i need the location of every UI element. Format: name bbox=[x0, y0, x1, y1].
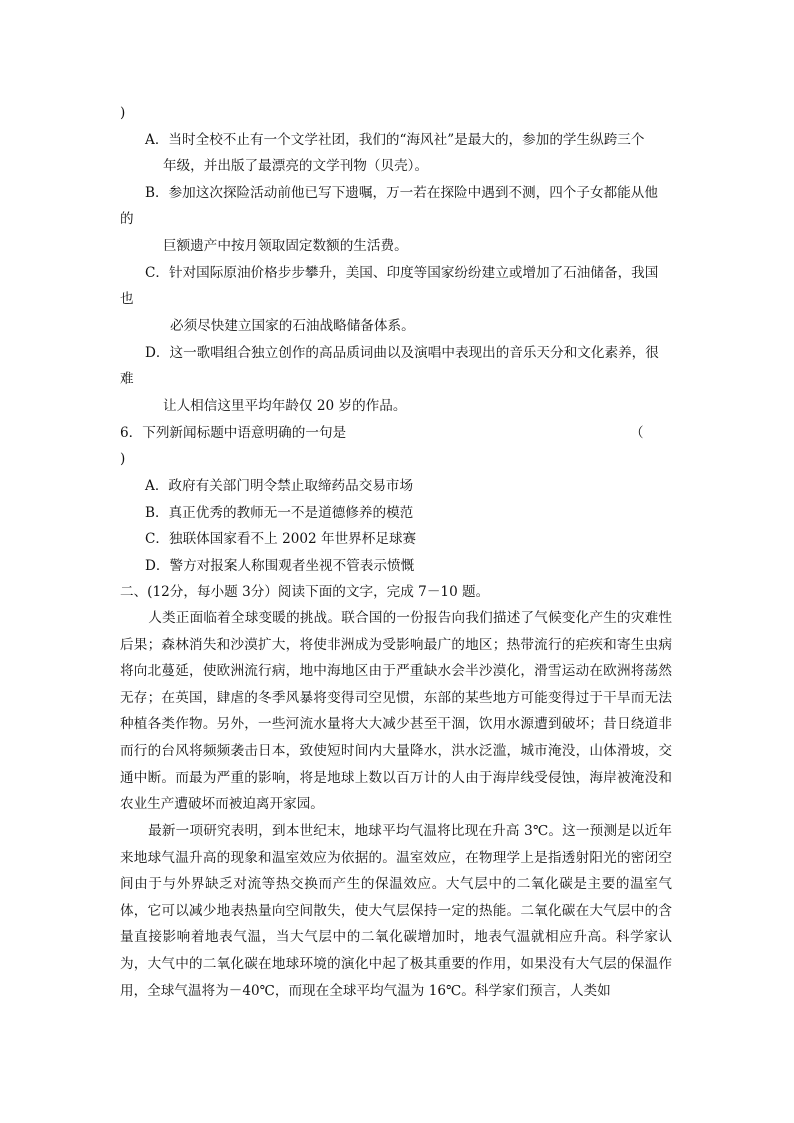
q5-option-d-line2: 让人相信这里平均年龄仅 20 岁的作品。 bbox=[163, 398, 407, 414]
q5-option-b-wrap: 的 bbox=[120, 211, 134, 227]
q6-paren-close: ) bbox=[120, 451, 126, 467]
q6-option-a: A．政府有关部门明令禁止取缔药品交易市场 bbox=[145, 478, 414, 494]
q5-option-c-line1: C．针对国际原油价格步步攀升，美国、印度等国家纷纷建立或增加了石油储备，我国 bbox=[145, 265, 659, 281]
q6-option-b: B．真正优秀的教师无一不是道德修养的模范 bbox=[145, 505, 414, 521]
section2-paragraph-2 bbox=[120, 818, 672, 1004]
q5-option-b-line2: 巨额遗产中按月领取固定数额的生活费。 bbox=[163, 238, 408, 254]
q5-option-c-wrap: 也 bbox=[120, 291, 134, 307]
q6-paren-open: （ bbox=[630, 425, 644, 441]
q6-stem: 6．下列新闻标题中语意明确的一句是 bbox=[120, 425, 347, 441]
q6-option-c: C．独联体国家看不上 2002 年世界杯足球赛 bbox=[145, 531, 417, 547]
section2-heading: 二、(12分，每小题 3分）阅读下面的文字，完成 7－10 题。 bbox=[120, 584, 490, 600]
paragraph-1-text: 人类正面临着全球变暖的挑战。联合国的一份报告向我们描述了气候变化产生的灾难性后果；森林消失和沙漠扩大，将使非洲成为受影响最广的地区；热带流行的疟疾和寄生虫病将向北蔓延，使欧洲流行病，地中海地区由于严重缺水会半沙漠化，滑雪运动在欧洲将荡然无存；在英国，肆虐的冬季风暴将变得司空见惯，东部的某些地方可能变得过于干旱而无法种植各类作物。另外，一些河流水量将大大减少甚至干涸，饮用水源遭到破坏；昔日绕道非而行的台风将频频袭击日本，致使短时间内大量降水，洪水泛滥，城市淹没，山体滑坡，交通中断。而最为严重的影响，将是地球上数以百万计的人由于海岸线受侵蚀，海岸被淹没和农业生产遭破坏而被迫离开家园。 bbox=[120, 610, 672, 813]
q5-option-a-line1: A．当时全校不止有一个文学社团，我们的“海风社”是最大的，参加的学生纵跨三个 bbox=[145, 132, 645, 148]
q5-option-d-line1: D．这一歌唱组合独立创作的高品质词曲以及演唱中表现出的音乐天分和文化素养，很 bbox=[145, 345, 659, 361]
q5-paren-close: ) bbox=[120, 105, 126, 121]
q6-option-d: D．警方对报案人称围观者坐视不管表示愤慨 bbox=[145, 558, 415, 574]
q5-option-b-line1: B．参加这次探险活动前他已写下遗嘱，万一若在探险中遇到不测，四个子女都能从他 bbox=[145, 185, 658, 201]
paragraph-2-text: 最新一项研究表明，到本世纪末，地球平均气温将比现在升高 3℃。这一预测是以近年来地球气温升高的现象和温室效应为依据的。温室效应，在物理学上是指透射阳光的密闭空间由于与外界缺乏对流等热交换而产生的保温效应。大气层中的二氧化碳是主要的温室气体，它可以减少地表热量向空间散失，使大气层保持一定的热能。二氧化碳在大气层中的含量直接影响着地表气温，当大气层中的二氧化碳增加时，地表气温就相应升高。科学家认为，大气中的二氧化碳在地球环境的演化中起了极其重要的作用，如果没有大气层的保温作用，全球气温将为－40℃，而现在全球平均气温为 16℃。科学家们预言，人类如 bbox=[120, 823, 672, 999]
section2-paragraph-1 bbox=[120, 605, 672, 818]
q5-option-d-wrap: 难 bbox=[120, 371, 134, 387]
q5-option-a-line2: 年级，并出版了最漂亮的文学刊物（贝壳）。 bbox=[163, 158, 429, 174]
q5-option-c-line2: 必须尽快建立国家的石油战略储备体系。 bbox=[170, 318, 415, 334]
